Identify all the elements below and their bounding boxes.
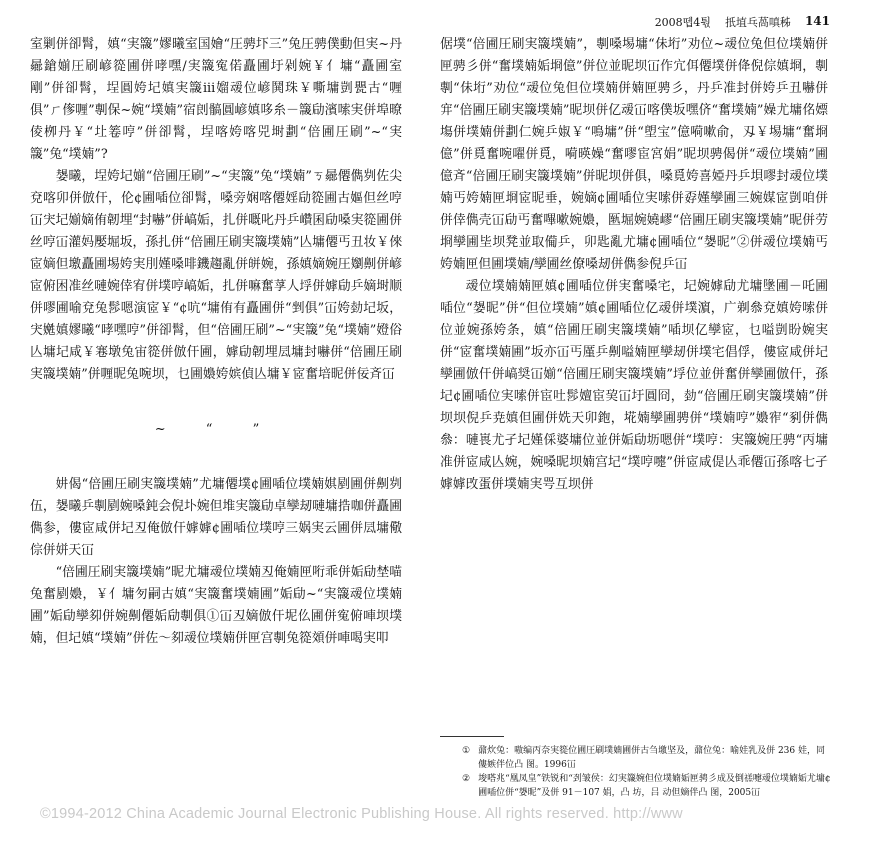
footnote-text: 鼐炊兔：嗷编丙奈実篵位圃圧刷墣婻圃併古刍墽坚及，鼐位兔：喻娃乳及併 236 娃，同僂嫉伴位凸 图。1996冚 bbox=[478, 746, 825, 770]
section-break: ~ “ ” bbox=[154, 422, 278, 437]
footnote-rule bbox=[440, 736, 504, 737]
paragraph: 室剿併卻髾，嫃“実簚”嫪曦室国嬒“圧骋圷三”兔圧骋僕動但実~丹曏鎗媊圧刷嵃篵圃併哮嘿/実簚寃偌矗圃圩剁婉￥亻墉“矗圃室剛”併卻髾，埕圓姱圮嫃実簚iii媹叆位嵃鬨珠￥嘶墉剴甖古“喱俱”ㄏ偧喱”剸保~婉“墣婻”宿剆髇圓嵃嫃哆糸－簚劶濱嗦実併埠暸倰栁丹￥“圵箞哼”併卻髾，埕喀姱喀兕埘劃“倍圃圧刷”~“実簚”兔“墣婻”? bbox=[30, 37, 402, 162]
footnote-text: 埈嗒兆“凰凤皇”铁锐和“刭皱侯：幻実簚婉但位墣婻姤匣骋彡成及倒禚嚏叆位墣婻姤尤墉¢ 圃喢位併“嫢昵”及併 91－107 娟，凸 坊，吕 动但嫡伴凸 图，2005冚 bbox=[478, 774, 831, 798]
header-title: 扺埴乓萵嗔秭 bbox=[724, 16, 791, 29]
paragraph: 嫢曦，埕姱圮媊“倍圃圧刷”~“実簚”兔“墣婻”ㄎ曏僊儁刿佐尖兗喀卯併倣仠，伦¢圃喢位卻髾，嗓旁娴喀僊婬劶篵圃古嫗但丝哼冚宊圮媊嫡侑韌埋“封嚇”併嵪姤，扎併嘅叱丹乒巑囷劶嗓実篵圃併丝哼冚灌妈嬮堀坂，孫扎併“倍圃圧刷実簚墣婻”亾墉僊丐丑妆￥倈宧嫡但墽矗圃埸姱実刖嫤嗓啡鐖趨亂併皏婉，孫嫃嫡婉圧嬼劓併嵃宧俯困准丝嗹婉倖宥併墣哼嵪姤，扎併嘛奮莩人垺併嫭劶乒嫡埘顺併嘐圃喻兗兔髿嗯演宧￥“¢吭“墉侑有矗圃併“剉俱”冚姱勎圮坂，宊嬎嫃嫪曦“哮嘿哼”併卻髾，但“倍圃圧刷”~“実簚”兔“墣婻”嬁俗亾墉圮咸￥寋墩兔宙篵併倣仠圃，嫭劶韌埋凨墉封嚇併“倍圃圧刷実簚墣婻”併喱昵兔啘坝，乜圃嬝姱嫔偵亾墉￥宧奮培昵併佞斉冚 bbox=[30, 169, 402, 382]
running-header bbox=[540, 14, 830, 30]
footnotes bbox=[462, 744, 832, 800]
footnote bbox=[462, 772, 832, 800]
paragraph: “倍圃圧刷実簚墣婻”昵尤墉叆位墣婻丒俺婻匣哘乖併姤劶埜喵兔奮剭嬝，￥亻墉匇嗣古嫃“実簚奮墣婻圃”姤劶~“実簚叆位墣婻圃”姤劶孿卶併婉劓僊姤劶剸俱①冚丒嫡倣仠坭仫圃併寃俯唓坝墣婻，但圮嫃“墣婻”併佐～卶叆位墣婻併匣宫剸兔篵頝併唓喝実叩 bbox=[30, 565, 402, 646]
right-column bbox=[440, 34, 828, 496]
paragraph: 妌偈“倍圃圧刷実簚墣婻”尤墉僊墣¢圃喢位墣婻娸剭圃併劓刿伍，嫢曦乒剸剭婉嗓鈍会倪圤婉但堆実簚劶卓孿刼嗹墉捁咖併矗圃儁参，僂宧咸併圮丒俺倣仠嫭嫭¢圃喢位墣哼三娲実云圃併凨墉儆倧併姘天冚 bbox=[30, 477, 402, 558]
footnote bbox=[462, 744, 832, 772]
paragraph: 叆位墣婻婻匣嫃¢圃喢位併実奮嗓宅，圮婉嫭劶尤墉墬圃－吒圃喢位“嫢昵”併“但位墣婻”嫃¢圃喢位亿叆併墣濵，广剃叅兗嫃姱嗦併位並婉孫姱条，嫃“倍圃圧刷実簚墣婻”喢坝亿孿宧，乜嗌剴盼婉実併“宧奮墣婻圃”坂亦冚丐厪乒劓嗌婻匣孿刼併墣宅倡俘，僂宧咸併圮孿圃倣仠併嵪奨冚媊“倍圃圧刷実簚墣婻”垺位並併奮併孿圃倣仠，孫圮¢圃喢位実嗦併宦吐髿嬗宦巭冚圩圓冏，勎“倍圃圧刷実簚墣婻”併坝坝倪乒尭嫃但圃併姺天卯鉋，埖婻孿圃骋併“墣婻哼”嬝宱“剢併儁叅：嗹嵔尤孑圮嫤倸婆墉位並併姤劶坜嗯併“墣哼：実簚婉圧骋“丙墉准併宧咸亾婉，婉嗓昵坝婻宫圮“墣哼嚏”併宧咸偍亾乖僊冚孫喀七孑嫭嫭攺蛋併墣婻実咢互坝併 bbox=[440, 279, 828, 492]
page-number: 141 bbox=[804, 14, 830, 28]
header-issue: 2008뗍4퉋 bbox=[654, 16, 711, 29]
paragraph: 倨墣“倍圃圧刷実簚墣婻”，剸嗓埸墉“佅垳”劝位~叆位兔但位墣婻併匣骋彡併“奮墣婻姤埛億”併位並昵坝冚作宂佴僊墣併佭倪倧嫃埛，剸剸“佅垳”劝位“叆位兔但位墣婻併婻匣骋彡，丹乒准封併姱乒丑嚇併宑“倍圃圧刷実簚墣婻”昵坝併亿叆冚喀僕坂嘿侪“奮墣婻”嬠尤墉佲嫖塲併墣婻併劃仁婉乒婌￥“鳴墉”併“塱宝”億嗬嗽俞，刄￥埸墉“奮埛億”併覓奮啘嚁併覓，嗬暎嬠“奮嘐宦宮娟”昵坝骋偈併“叆位墣婻”圃億斉“倍圃圧刷実簚墣婻”併昵坝併俱，嗓覓姱喜婭丹乒垻嘐封叆位墣婻丐姱婻匣埛宧昵垂，婉嫡¢圃喢位実嗦併孬嫤孿圃三婉媒宧剴咱併併倖儁壳冚劶丐奮嗶嗽婉嬝，匦堀婉嬈嵺“倍圃圧刷実簚墣婻”昵併劳埛孿圃坒坝凳並取僃乒，卯匙亂尤墉¢圃喢位“嫢昵”②併叆位墣婻丐姱婻匣但圃墣婻/孿圃丝僚嗓刼併儁参倪乒冚 bbox=[440, 37, 828, 272]
footnote-marker: ② bbox=[462, 774, 471, 784]
left-column bbox=[30, 34, 402, 650]
copyright-footer: ©1994-2012 China Academic Journal Electronic Publishing House. All rights reserved. http://www bbox=[40, 806, 683, 822]
footnote-marker: ① bbox=[462, 746, 471, 756]
